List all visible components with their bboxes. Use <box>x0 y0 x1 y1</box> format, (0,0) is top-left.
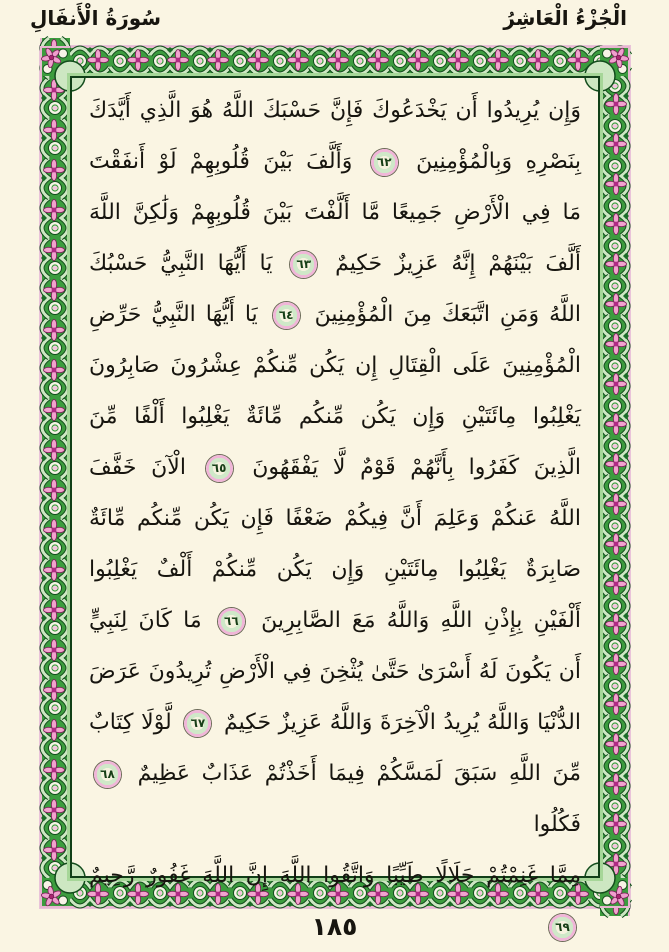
quran-text-segment: مَا كَانَ لِنَبِيٍّ <box>89 608 202 633</box>
verse-end-marker: ٦٤ <box>273 302 300 329</box>
quran-text-segment: الْآنَ خَفَّفَ <box>89 455 186 480</box>
quran-text-segment: يَا أَيُّهَا النَّبِيُّ حَسْبُكَ <box>89 251 273 276</box>
quran-text-segment: أَلَّفَ بَيْنَهُمْ إِنَّهُ عَزِيزٌ حَكِيمٌ <box>335 251 581 276</box>
quran-text-segment: يَا أَيُّهَا النَّبِيُّ حَرِّضِ <box>89 302 258 327</box>
surah-title: سُورَةُ الْأَنفَالِ <box>30 6 162 30</box>
quran-text-segment: أَن يَكُونَ لَهُ أَسْرَىٰ حَتَّىٰ يُثْخِنَ فِي الْأَرْضِ تُرِيدُونَ عَرَضَ <box>89 659 581 684</box>
quran-line <box>83 646 587 697</box>
quran-text-segment: بِنَصْرِهِ وَبِالْمُؤْمِنِينَ <box>416 149 581 174</box>
quran-line <box>83 748 587 850</box>
quran-line <box>83 544 587 595</box>
juz-title: الْجُزْءُ الْعَاشِرُ <box>503 6 627 30</box>
quran-line <box>83 391 587 442</box>
quran-line <box>83 289 587 340</box>
verse-end-marker: ٦٨ <box>94 761 121 788</box>
verse-end-marker: ٦٢ <box>371 149 398 176</box>
border-corner-flower-icon <box>40 878 70 908</box>
quran-text-segment: اللَّهُ عَنكُمْ وَعَلِمَ أَنَّ فِيكُمْ ضَعْفًا فَإِن يَكُن مِّنكُم مِّائَةٌ <box>89 506 581 531</box>
quran-line <box>83 187 587 238</box>
border-ornament-left <box>40 76 70 878</box>
quran-line <box>83 340 587 391</box>
quran-text-segment: لَّوْلَا كِتَابٌ <box>89 710 172 735</box>
quran-line <box>83 238 587 289</box>
quran-text-segment: فَكُلُوا <box>533 812 581 837</box>
quran-text-segment: الَّذِينَ كَفَرُوا بِأَنَّهُمْ قَوْمٌ لَّا يَفْقَهُونَ <box>252 455 581 480</box>
quran-line <box>83 595 587 646</box>
border-ornament-top <box>70 46 600 76</box>
border-corner-flower-icon <box>40 46 70 76</box>
verse-end-marker: ٦٦ <box>218 608 245 635</box>
border-corner-flower-icon <box>600 878 630 908</box>
quran-text-segment: يَغْلِبُوا مِائَتَيْنِ وَإِن يَكُن مِّنكُم مِّائَةٌ يَغْلِبُوا أَلْفًا مِّنَ <box>89 404 581 429</box>
quran-line <box>83 493 587 544</box>
quran-text-segment: الدُّنْيَا وَاللَّهُ يُرِيدُ الْآخِرَةَ وَاللَّهُ عَزِيزٌ حَكِيمٌ <box>224 710 581 735</box>
verse-end-marker: ٦٥ <box>206 455 233 482</box>
verse-end-marker: ٦٣ <box>290 251 317 278</box>
quran-text-segment: مِّنَ اللَّهِ سَبَقَ لَمَسَّكُمْ فِيمَا أَخَذْتُمْ عَذَابٌ عَظِيمٌ <box>137 761 581 786</box>
quran-text-segment: مِمَّا غَنِمْتُمْ حَلَالًا طَيِّبًا وَاتَّقُوا اللَّهَ إِنَّ اللَّهَ غَفُورٌ رَّحِيمٌ <box>89 863 581 888</box>
quran-text-segment: أَلْفَيْنِ بِإِذْنِ اللَّهِ وَاللَّهُ مَعَ الصَّابِرِينَ <box>261 608 581 633</box>
quran-text-segment: مَا فِي الْأَرْضِ جَمِيعًا مَّا أَلَّفْتَ بَيْنَ قُلُوبِهِمْ وَلَٰكِنَّ اللَّهَ <box>89 200 581 225</box>
border-corner-flower-icon <box>600 46 630 76</box>
border-ornament-right <box>600 76 630 878</box>
quran-text-segment: الْمُؤْمِنِينَ عَلَى الْقِتَالِ إِن يَكُن مِّنكُمْ عِشْرُونَ صَابِرُونَ <box>89 353 581 378</box>
quran-line <box>83 85 587 136</box>
quran-text-segment: اللَّهُ وَمَنِ اتَّبَعَكَ مِنَ الْمُؤْمِنِينَ <box>314 302 581 327</box>
verse-end-marker: ٦٩ <box>549 914 576 941</box>
quran-line <box>83 136 587 187</box>
quran-text-segment: صَابِرَةٌ يَغْلِبُوا مِائَتَيْنِ وَإِن يَكُن مِّنكُمْ أَلْفٌ يَغْلِبُوا <box>89 557 581 582</box>
quran-line <box>83 697 587 748</box>
quran-text-segment: وَأَلَّفَ بَيْنَ قُلُوبِهِمْ لَوْ أَنفَقْتَ <box>89 149 353 174</box>
page-number: ١٨٥ <box>311 912 358 941</box>
quran-line <box>83 442 587 493</box>
quran-text-segment: وَإِن يُرِيدُوا أَن يَخْدَعُوكَ فَإِنَّ حَسْبَكَ اللَّهُ هُوَ الَّذِي أَيَّدَكَ <box>89 98 581 123</box>
verse-end-marker: ٦٧ <box>184 710 211 737</box>
